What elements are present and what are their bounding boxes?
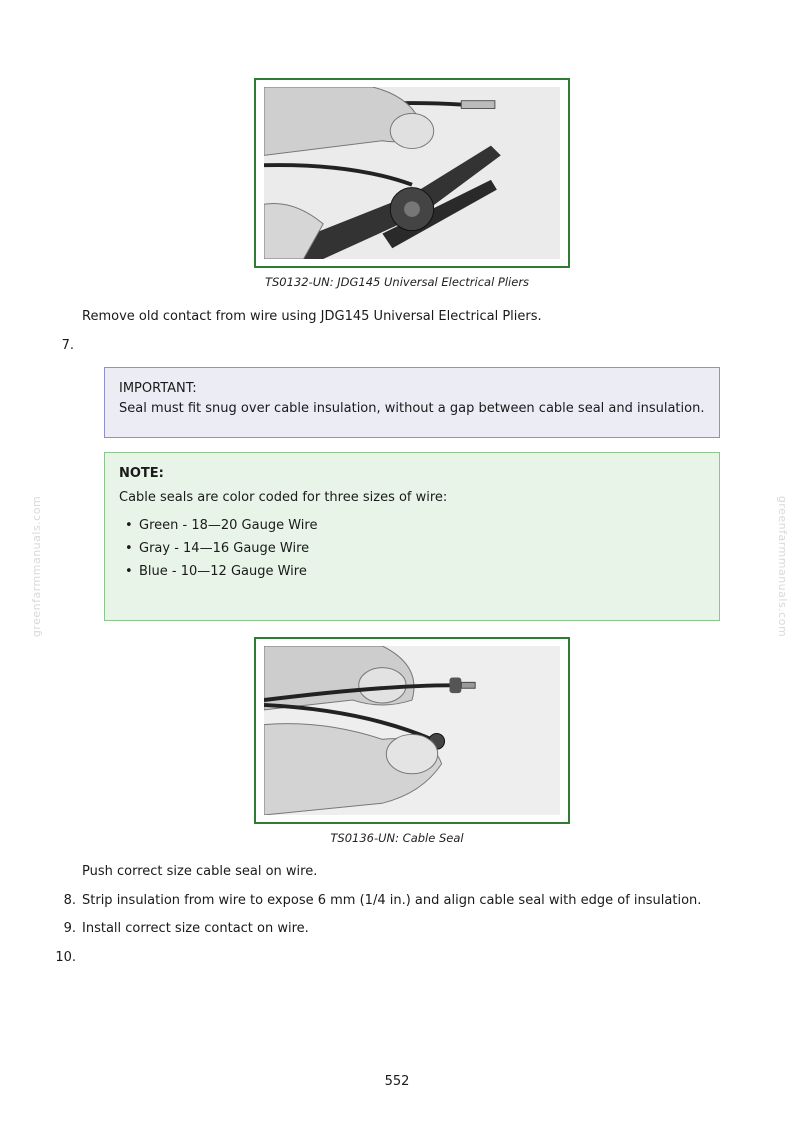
important-text: Seal must fit snug over cable insulation, without a gap between cable seal and insulation. [119, 401, 705, 416]
step-number: 10. [55, 950, 76, 965]
list-item: • Blue - 10—12 Gauge Wire [125, 560, 705, 583]
step-number: 8. [63, 893, 76, 908]
figure-caption: TS0136-UN: Cable Seal [330, 831, 464, 845]
note-title: NOTE: [119, 466, 164, 481]
figure-pliers [254, 78, 570, 268]
figure-cable-seal [254, 637, 570, 824]
paragraph-remove-contact: Remove old contact from wire using JDG145 Universal Electrical Pliers. [82, 309, 542, 324]
watermark-right: greenfarmmanuals.com [776, 495, 790, 638]
important-box [104, 367, 720, 438]
figure-caption: TS0132-UN: JDG145 Universal Electrical Pliers [264, 275, 530, 289]
step-number: 7. [61, 338, 74, 353]
list-item: • Gray - 14—16 Gauge Wire [125, 537, 705, 560]
important-label: IMPORTANT: [119, 381, 197, 396]
gauge-list [119, 514, 705, 583]
list-item: • Green - 18—20 Gauge Wire [125, 514, 705, 537]
note-intro: Cable seals are color coded for three sizes of wire: [119, 490, 448, 505]
pliers-photo [264, 87, 560, 259]
watermark-left: greenfarmmanuals.com [30, 495, 44, 638]
step-text: Install correct size contact on wire. [82, 921, 309, 936]
note-box [104, 452, 720, 621]
page-number: 552 [384, 1074, 410, 1089]
paragraph-push-seal: Push correct size cable seal on wire. [82, 864, 318, 879]
cable-seal-photo [264, 646, 560, 815]
step-number: 9. [63, 921, 76, 936]
step-text: Strip insulation from wire to expose 6 mm (1/4 in.) and align cable seal with edge of insulation. [82, 893, 702, 908]
